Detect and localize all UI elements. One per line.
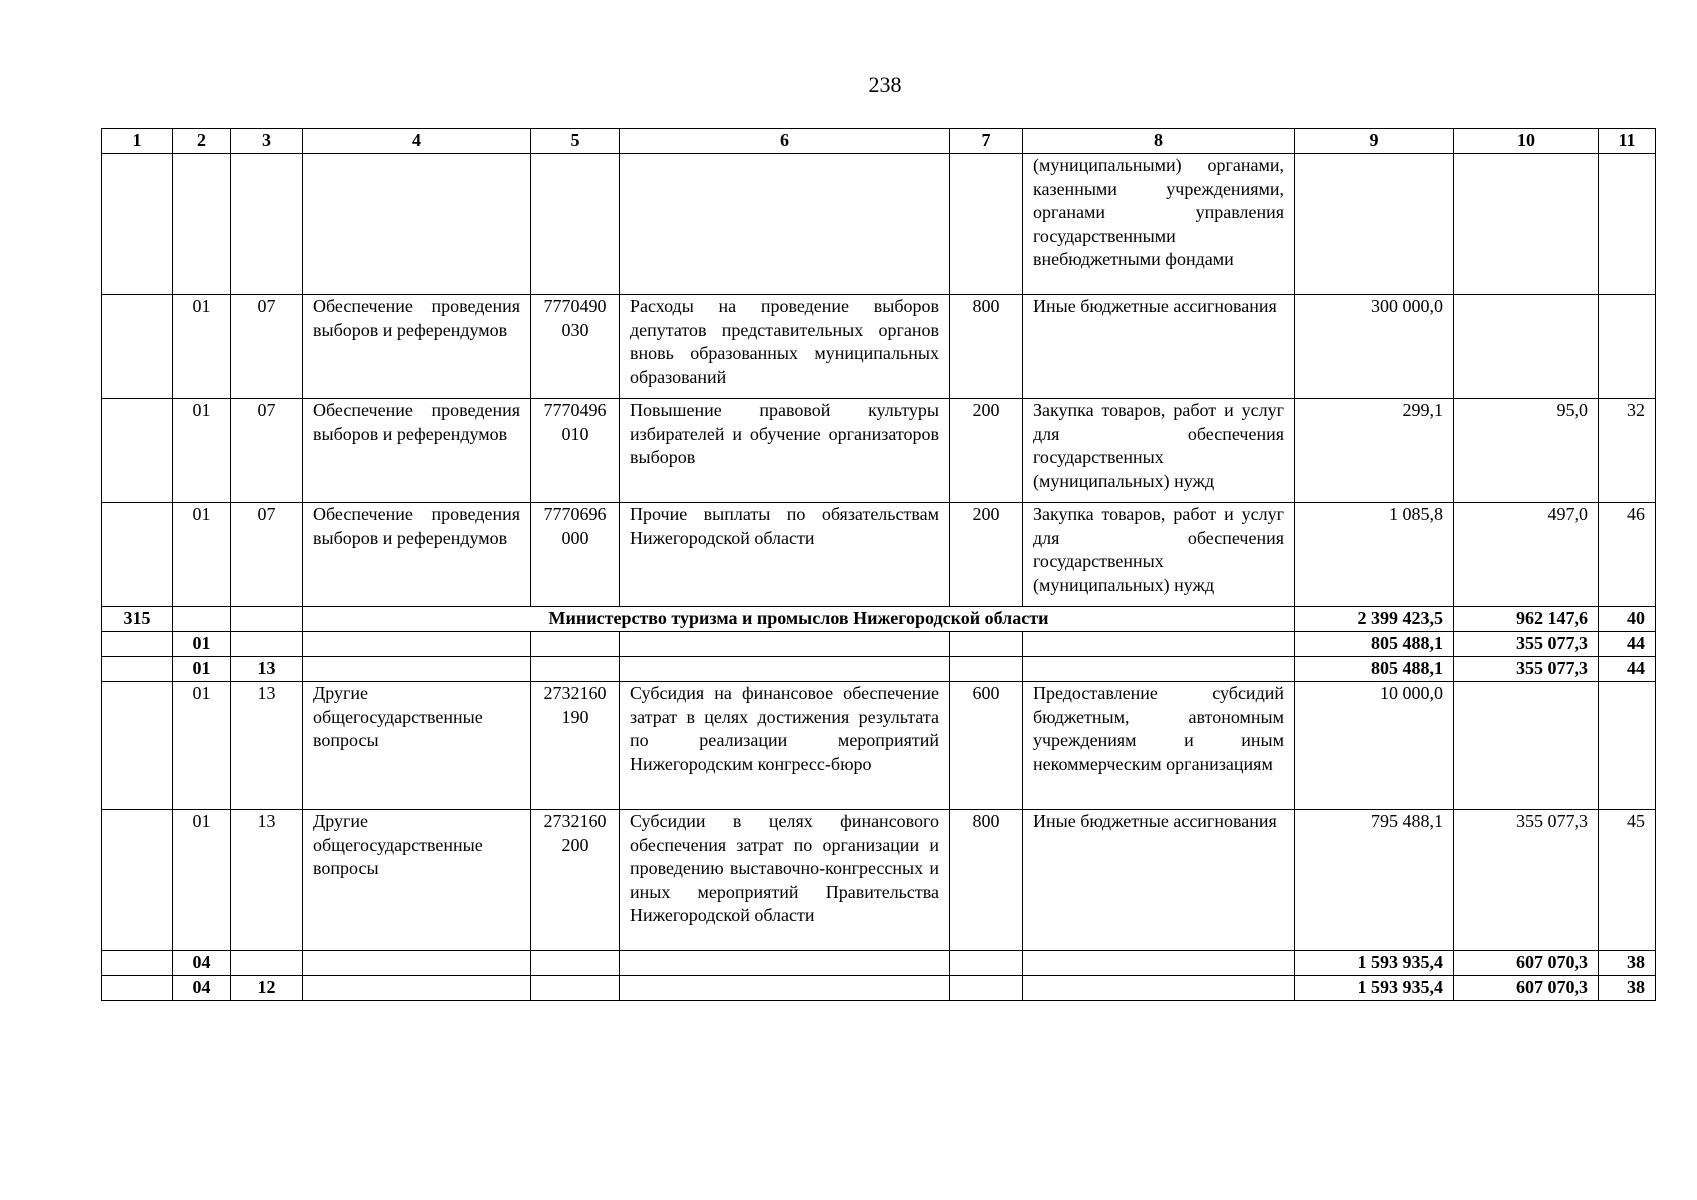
col-header: 4 [303,129,531,154]
cell-amount-fact [1454,682,1599,810]
col-header: 10 [1454,129,1599,154]
cell-subsection [231,951,303,976]
cell-expense-code: 200 [950,399,1023,503]
section-total-row [102,632,1656,657]
cell-amount-fact: 355 077,3 [1454,657,1599,682]
cell-subsection: 07 [231,295,303,399]
cell-section: 01 [173,810,231,951]
subsection-total-row [102,657,1656,682]
cell-section: 01 [173,682,231,810]
cell-subsection: 07 [231,503,303,607]
col-header: 2 [173,129,231,154]
cell-section: 04 [173,951,231,976]
department-row [102,607,1656,632]
cell-percent: 32 [1599,399,1656,503]
cell-article-name: Прочие выплаты по обязательствам Нижегородской области [620,503,950,607]
cell-target-article: 2732160190 [531,682,620,810]
col-header: 8 [1023,129,1295,154]
cell-article-name: Субсидии в целях финансового обеспечения затрат по организации и проведению выставочно-конгрессных и иных мероприятий Правительства Нижегородской области [620,810,950,951]
cell-percent: 45 [1599,810,1656,951]
cell-subsection-name: Другие общегосударственные вопросы [303,810,531,951]
cell-subsection-name: Другие общегосударственные вопросы [303,682,531,810]
cell-amount-plan: 10 000,0 [1295,682,1454,810]
table-row [102,154,1656,295]
cell-section: 01 [173,399,231,503]
department-name: Министерство туризма и промыслов Нижегородской области [303,607,1295,632]
table-row [102,810,1656,951]
cell-amount-plan: 299,1 [1295,399,1454,503]
cell-article-name: Расходы на проведение выборов депутатов представительных органов вновь образованных муниципальных образований [620,295,950,399]
cell-amount-fact: 95,0 [1454,399,1599,503]
cell-expense-type: Закупка товаров, работ и услуг для обеспечения государственных (муниципальных) нужд [1023,503,1295,607]
cell-code [102,295,173,399]
table-row [102,399,1656,503]
cell-subsection-name: Обеспечение проведения выборов и референдумов [303,295,531,399]
col-header: 9 [1295,129,1454,154]
cell-target-article: 7770696000 [531,503,620,607]
cell-code [102,503,173,607]
cell-percent: 44 [1599,632,1656,657]
cell-amount-plan: 300 000,0 [1295,295,1454,399]
cell-amount-fact [1454,295,1599,399]
col-header: 7 [950,129,1023,154]
section-total-row [102,951,1656,976]
cell-subsection: 13 [231,657,303,682]
cell-target-article: 7770490030 [531,295,620,399]
cell-section: 01 [173,657,231,682]
col-header: 3 [231,129,303,154]
cell-article-name: Субсидия на финансовое обеспечение затрат в целях достижения результата по реализации мероприятий Нижегородским конгресс-бюро [620,682,950,810]
cell-section: 01 [173,503,231,607]
cell-amount-fact: 497,0 [1454,503,1599,607]
cell-percent: 44 [1599,657,1656,682]
col-header: 1 [102,129,173,154]
cell-amount-plan: 2 399 423,5 [1295,607,1454,632]
cell-subsection: 13 [231,682,303,810]
cell-code [102,399,173,503]
col-header: 11 [1599,129,1656,154]
col-header: 5 [531,129,620,154]
cell-amount-plan: 1 085,8 [1295,503,1454,607]
cell-expense-type: Закупка товаров, работ и услуг для обеспечения государственных (муниципальных) нужд [1023,399,1295,503]
cell-amount-fact: 607 070,3 [1454,951,1599,976]
cell-article-name: Повышение правовой культуры избирателей и обучение организаторов выборов [620,399,950,503]
cell-percent: 46 [1599,503,1656,607]
cell-expense-code: 600 [950,682,1023,810]
cell-expense-type: Иные бюджетные ассигнования [1023,295,1295,399]
cell-section: 04 [173,976,231,1001]
cell-amount-plan: 805 488,1 [1295,632,1454,657]
table-row [102,295,1656,399]
cell-expense-code: 200 [950,503,1023,607]
cell-amount-plan: 1 593 935,4 [1295,976,1454,1001]
cell-subsection: 13 [231,810,303,951]
cell-amount-fact: 355 077,3 [1454,632,1599,657]
cell-subsection: 07 [231,399,303,503]
col-header: 6 [620,129,950,154]
cell-percent [1599,682,1656,810]
cell-percent: 38 [1599,976,1656,1001]
table-row [102,503,1656,607]
cell-subsection [231,632,303,657]
cell-amount-fact: 355 077,3 [1454,810,1599,951]
cell-expense-type: (муниципальными) органами, казенными учреждениями, органами управления государственными внебюджетными фондами [1023,154,1295,295]
cell-subsection-name: Обеспечение проведения выборов и референдумов [303,503,531,607]
cell-code [102,682,173,810]
cell-section: 01 [173,632,231,657]
cell-amount-plan: 1 593 935,4 [1295,951,1454,976]
cell-percent: 38 [1599,951,1656,976]
cell-subsection-name: Обеспечение проведения выборов и референдумов [303,399,531,503]
cell-amount-plan: 805 488,1 [1295,657,1454,682]
cell-department-code: 315 [102,607,173,632]
page-number: 238 [868,72,902,97]
cell-percent: 40 [1599,607,1656,632]
subsection-total-row [102,976,1656,1001]
cell-expense-code: 800 [950,295,1023,399]
cell-expense-code: 800 [950,810,1023,951]
cell-amount-fact: 962 147,6 [1454,607,1599,632]
cell-target-article: 2732160200 [531,810,620,951]
budget-table [101,128,1656,1001]
cell-amount-fact: 607 070,3 [1454,976,1599,1001]
cell-subsection: 12 [231,976,303,1001]
cell-percent [1599,295,1656,399]
cell-target-article: 7770496010 [531,399,620,503]
cell-amount-plan: 795 488,1 [1295,810,1454,951]
cell-expense-type: Иные бюджетные ассигнования [1023,810,1295,951]
cell-section: 01 [173,295,231,399]
header-row [102,129,1656,154]
cell-expense-type: Предоставление субсидий бюджетным, автономным учреждениям и иным некоммерческим организациям [1023,682,1295,810]
table-row [102,682,1656,810]
cell-code [102,810,173,951]
